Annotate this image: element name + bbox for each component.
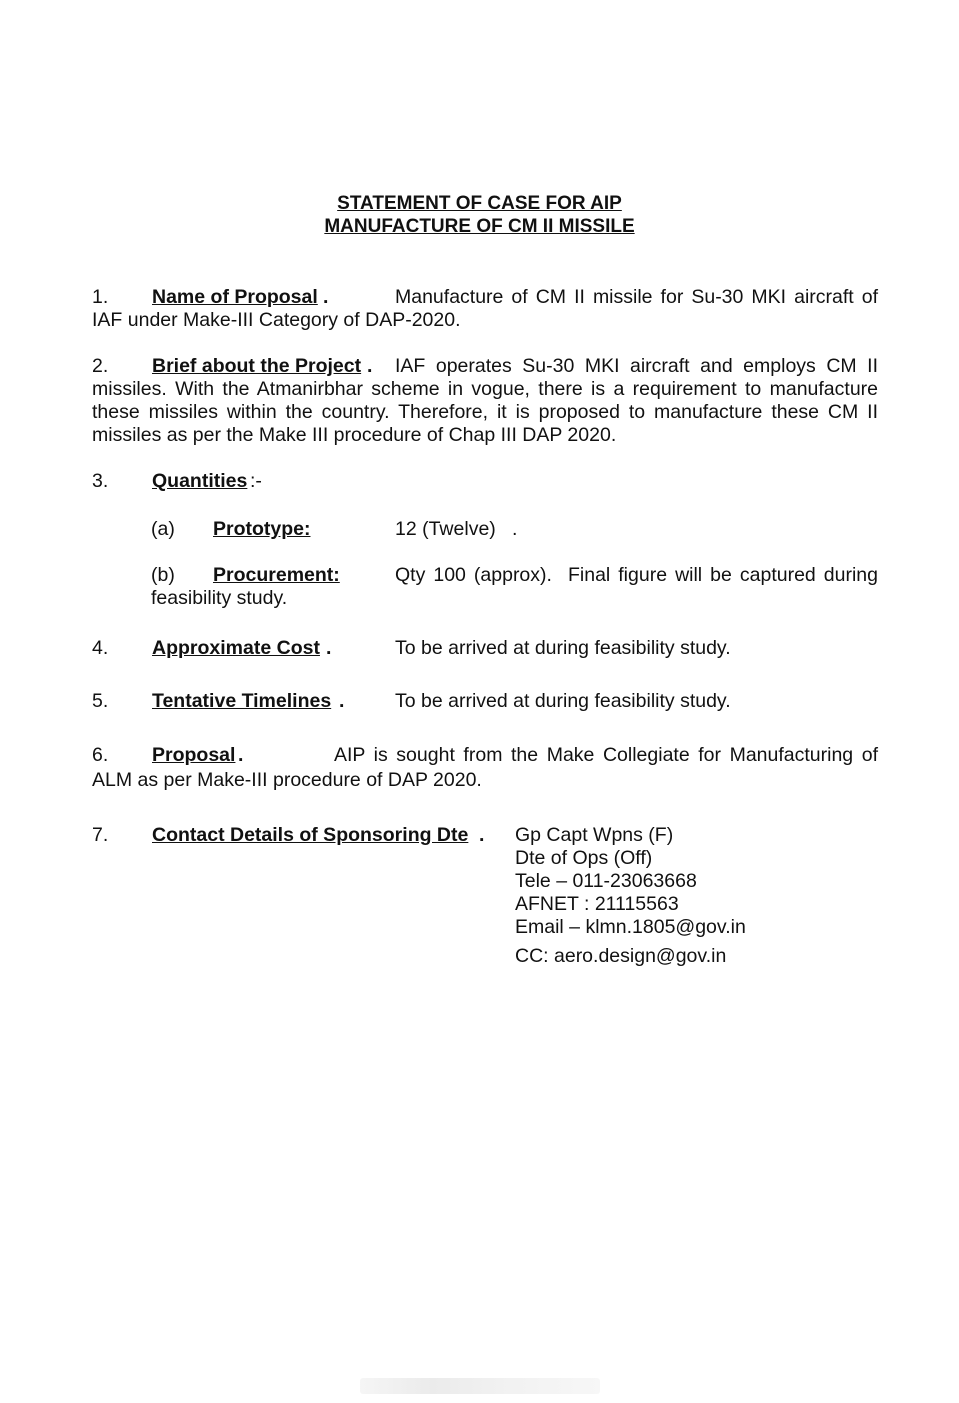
section-text: To be arrived at during feasibility study. bbox=[395, 690, 731, 712]
section-text: IAF under Make-III Category of DAP-2020. bbox=[92, 309, 461, 331]
contact-afnet: AFNET : 21115563 bbox=[515, 893, 679, 915]
section-text: these missiles within the country. Therefore, it is proposed to manufacture these CM II bbox=[92, 401, 878, 423]
heading-punct: . bbox=[339, 690, 345, 712]
section-number: 3. bbox=[92, 470, 109, 492]
subitem-label: (b) bbox=[151, 564, 175, 586]
section-heading: Quantities bbox=[152, 470, 248, 492]
subitem-heading: Procurement: bbox=[213, 564, 340, 586]
section-heading: Brief about the Project bbox=[152, 355, 362, 377]
subitem-value: Qty 100 (approx). Final figure will be captured during bbox=[395, 564, 878, 586]
section-text: IAF operates Su-30 MKI aircraft and employs CM II bbox=[395, 355, 878, 377]
contact-office: Gp Capt Wpns (F) bbox=[515, 824, 674, 846]
subitem-value: feasibility study. bbox=[151, 587, 288, 609]
heading-punct: :- bbox=[250, 470, 262, 492]
heading-punct: . bbox=[323, 286, 329, 308]
heading-punct: . bbox=[479, 824, 485, 846]
section-number: 7. bbox=[92, 824, 109, 846]
contact-cc-email: CC: aero.design@gov.in bbox=[515, 945, 727, 967]
section-heading: Name of Proposal bbox=[152, 286, 318, 308]
heading-punct: . bbox=[367, 355, 373, 377]
section-number: 2. bbox=[92, 355, 109, 377]
section-heading: Tentative Timelines bbox=[152, 690, 332, 712]
contact-directorate: Dte of Ops (Off) bbox=[515, 847, 653, 869]
section-number: 4. bbox=[92, 637, 109, 659]
section-heading: Approximate Cost bbox=[152, 637, 320, 659]
section-text: AIP is sought from the Make Collegiate for Manufacturing of bbox=[334, 744, 878, 766]
document-subtitle: MANUFACTURE OF CM II MISSILE bbox=[324, 216, 635, 237]
section-heading: Contact Details of Sponsoring Dte bbox=[152, 824, 469, 846]
contact-email: Email – klmn.1805@gov.in bbox=[515, 916, 746, 938]
document-title: STATEMENT OF CASE FOR AIP bbox=[337, 193, 622, 214]
contact-phone: Tele – 011-23063668 bbox=[515, 870, 697, 892]
section-text: To be arrived at during feasibility study. bbox=[395, 637, 731, 659]
section-number: 1. bbox=[92, 286, 109, 308]
section-text: missiles as per the Make III procedure of Chap III DAP 2020. bbox=[92, 424, 617, 446]
watermark-strip bbox=[360, 1378, 600, 1394]
heading-punct: . bbox=[238, 744, 244, 766]
section-number: 5. bbox=[92, 690, 109, 712]
section-number: 6. bbox=[92, 744, 109, 766]
subitem-heading: Prototype: bbox=[213, 518, 311, 540]
heading-punct: . bbox=[326, 637, 332, 659]
section-text: missiles. With the Atmanirbhar scheme in vogue, there is a requirement to manufacture bbox=[92, 378, 878, 400]
subitem-value: 12 (Twelve) . bbox=[395, 518, 518, 540]
section-text: ALM as per Make-III procedure of DAP 2020. bbox=[92, 769, 482, 791]
section-text: Manufacture of CM II missile for Su-30 MKI aircraft of bbox=[395, 286, 878, 308]
subitem-label: (a) bbox=[151, 518, 175, 540]
section-heading: Proposal bbox=[152, 744, 236, 766]
